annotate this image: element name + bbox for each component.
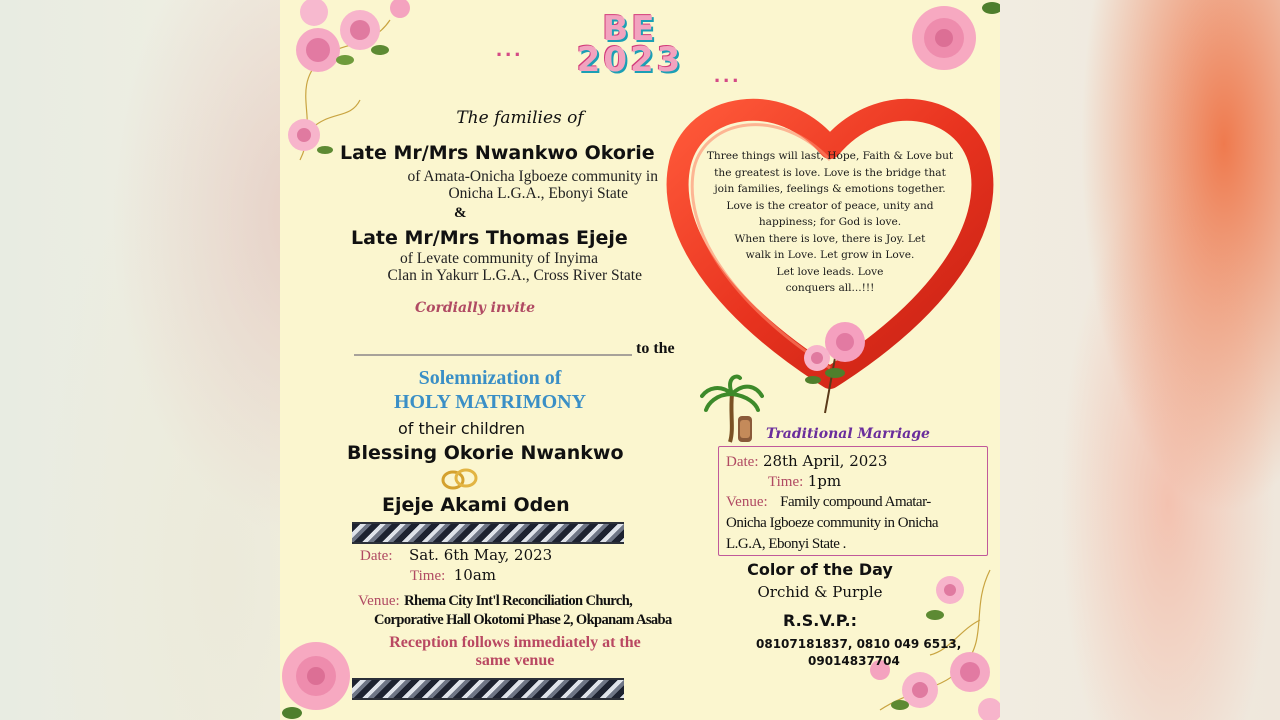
traditional-venue-line3: L.G.A, Ebonyi State . bbox=[726, 536, 846, 552]
reception-line2: same venue bbox=[475, 652, 555, 669]
rose-top-right-icon bbox=[900, 0, 1000, 80]
ceremony-heading-line1: Solemnization of bbox=[418, 367, 562, 389]
rsvp-phones-line1: 08107181837, 0810 049 6513, bbox=[756, 637, 962, 651]
traditional-time-row bbox=[768, 472, 841, 491]
heart-message-line: join families, feelings & emotions together. bbox=[714, 183, 946, 195]
heart-message-line: Let love leads. Love bbox=[776, 265, 884, 278]
bride-name: Blessing Okorie Nwankwo bbox=[347, 442, 624, 464]
traditional-time-value: 1pm bbox=[807, 472, 842, 490]
traditional-venue-line1: Family compound Amatar- bbox=[780, 494, 931, 510]
title-line-year: 2023 bbox=[576, 40, 684, 80]
reception-note bbox=[360, 634, 670, 670]
family1-address bbox=[340, 168, 658, 202]
heart-message bbox=[698, 148, 962, 297]
guest-name-line bbox=[354, 354, 632, 356]
traditional-date-row bbox=[726, 452, 887, 471]
rsvp-phones bbox=[756, 636, 961, 670]
decorative-band-bottom bbox=[352, 678, 624, 700]
ceremony-venue-line2: Corporative Hall Okotomi Phase 2, Okpanam Asaba bbox=[374, 612, 672, 628]
ampersand: & bbox=[454, 205, 467, 221]
ceremony-date-value: Sat. 6th May, 2023 bbox=[408, 546, 553, 564]
page-title bbox=[530, 9, 730, 80]
traditional-venue-line2: Onicha Igboeze community in Onicha bbox=[726, 515, 939, 531]
rsvp-title: R.S.V.P.: bbox=[783, 611, 857, 630]
family2-name: Late Mr/Mrs Thomas Ejeje bbox=[351, 227, 628, 249]
rose-bottom-left-icon bbox=[280, 628, 360, 720]
family2-address-line2: Clan in Yakurr L.G.A., Cross River State bbox=[387, 267, 642, 284]
families-intro: The families of bbox=[456, 108, 584, 128]
traditional-time-label: Time: bbox=[768, 474, 804, 490]
cordially-invite: Cordially invite bbox=[415, 300, 536, 316]
family2-address bbox=[320, 250, 642, 284]
family2-address-line1: of Levate community of Inyima bbox=[400, 250, 598, 267]
ceremony-date-row bbox=[360, 546, 552, 565]
heart-message-line: walk in Love. Let grow in Love. bbox=[745, 249, 915, 261]
traditional-venue-label: Venue: bbox=[726, 494, 768, 510]
ceremony-date-label: Date: bbox=[360, 548, 393, 564]
traditional-date-value: 28th April, 2023 bbox=[762, 452, 888, 470]
ceremony-heading bbox=[370, 366, 610, 414]
rsvp-phones-line2: 09014837704 bbox=[808, 654, 900, 668]
title-dots-right: ... bbox=[714, 62, 742, 87]
ceremony-heading-line2: HOLY MATRIMONY bbox=[393, 391, 587, 413]
ceremony-time-value: 10am bbox=[453, 566, 497, 584]
traditional-venue-row bbox=[726, 492, 982, 555]
color-of-day-title: Color of the Day bbox=[747, 560, 893, 579]
ceremony-venue-row bbox=[358, 592, 708, 630]
heart-message-line: the greatest is love. Love is the bridge that bbox=[714, 166, 946, 179]
decorative-band-top bbox=[352, 522, 624, 544]
title-line-be: BE bbox=[602, 9, 658, 49]
palm-tree-icon bbox=[700, 374, 764, 444]
heart-roses-icon bbox=[795, 318, 875, 418]
family1-address-line2: Onicha L.G.A., Ebonyi State bbox=[448, 185, 628, 202]
family1-address-line1: of Amata-Onicha Igboeze community in bbox=[407, 168, 658, 185]
family1-name: Late Mr/Mrs Nwankwo Okorie bbox=[340, 142, 655, 164]
title-dots-left: ... bbox=[496, 36, 524, 61]
background-right bbox=[1000, 0, 1280, 720]
heart-message-line: When there is love, there is Joy. Let bbox=[734, 232, 926, 245]
background-left bbox=[0, 0, 280, 720]
groom-name: Ejeje Akami Oden bbox=[382, 494, 570, 516]
color-of-day-value: Orchid & Purple bbox=[757, 583, 883, 601]
reception-line1: Reception follows immediately at the bbox=[389, 634, 641, 651]
ceremony-venue-line1: Rhema City Int'l Reconciliation Church, bbox=[404, 593, 633, 609]
ceremony-venue-label: Venue: bbox=[358, 593, 400, 609]
heart-message-line: Love is the creator of peace, unity and bbox=[726, 199, 934, 212]
ceremony-time-label: Time: bbox=[410, 568, 446, 584]
of-their-children: of their children bbox=[398, 419, 526, 438]
ceremony-time-row bbox=[410, 566, 496, 585]
wedding-rings-icon bbox=[440, 466, 480, 492]
heart-message-line: happiness; for God is love. bbox=[758, 216, 902, 228]
traditional-date-label: Date: bbox=[726, 454, 759, 470]
invitation-card bbox=[280, 0, 1000, 720]
traditional-marriage-title: Traditional Marriage bbox=[766, 426, 930, 442]
heart-message-line: Three things will last, Hope, Faith & Love but bbox=[706, 150, 954, 162]
heart-message-line: conquers all...!!! bbox=[785, 282, 875, 294]
to-the-text: to the bbox=[636, 340, 675, 357]
